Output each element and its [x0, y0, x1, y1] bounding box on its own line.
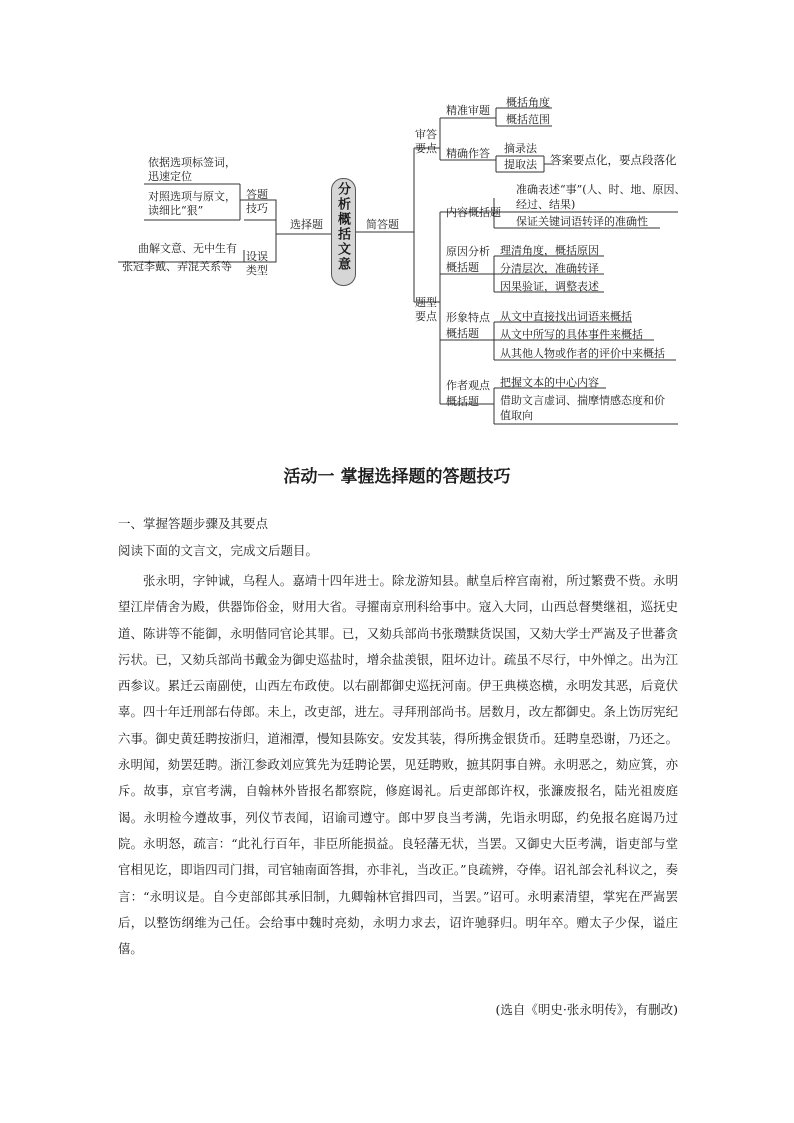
cause-label: 原因分析概括题	[446, 245, 490, 274]
precise-review-label: 精准审题	[446, 104, 490, 117]
image-label: 形象特点概括题	[446, 311, 490, 340]
author-item-3: 值取向	[500, 409, 533, 422]
author-item-2: 借助文言虚词、揣摩情感态度和价	[500, 394, 665, 407]
image-item-2: 从文中所写的具体事件来概括	[500, 328, 643, 341]
passage-text: 张永明，字钟诚，乌程人。嘉靖十四年进士。除龙游知县。献皇后梓宫南祔，所过繁费不赀。永明望江岸倩舍为殿，供器饰俗金，财用大省。寻擢南京刑科给事中。寇入大同，山西总督樊继祖，巡抚史道、陈讲等不能御，永明偕同官论其罪。已，又劾兵部尚书张瓒黩货误国，又劾大学士严嵩及子世蕃贪污状。已，又劾兵部尚书戴金为御史巡盐时，增余盐羡银，阻坏边计。疏虽不尽行，中外惮之。出为江西参议。累迁云南副使，山西左布政使。以右副都御史巡抚河南。伊王典楧恣横，永明发其恶，后竟伏辜。四十年迁刑部右侍郎。未上，改吏部，进左。寻拜刑部尚书。居数月，改左都御史。条上饬厉宪纪六事。御史黄廷聘按浙归，道湘潭，慢知县陈安。安发其装，得所携金银货币。廷聘皇恐谢，乃还之。永明闻，劾罢廷聘。浙江参政刘应箕先为廷聘论罢，见廷聘败，摭其阴事自辨。永明恶之，劾应箕，亦斥。故事，京官考满，自翰林外皆报名都察院，修庭谒礼。后吏部郎许权，张濂废报名，陆光祖废庭谒。永明检今遵故事，列仪节表闻，诏谕司遵守。郎中罗良当考满，先诣永明邸，约免报名庭谒乃过院。永明怒，疏言：“此礼行百年，非臣所能损益。良轻藩无状，当罢。又御史大臣考满，诣吏部与堂官相见讫，即诣四司门揖，司官轴南面答揖，亦非礼，当改正。”良疏辨，夺俸。诏礼部会礼科议之，奏言：“永明议是。自今吏部郎其承旧制，九卿翰林官揖四司，当罢。”诏可。永明素清望，掌宪在严嵩罢后，以整饬纲维为己任。会给事中魏时亮劾，永明力求去，诏许驰驿归。明年卒。赠太子少保，谥庄僖。	[118, 573, 678, 957]
source-citation: (选自《明史·张永明传》，有删改)	[495, 1002, 678, 1017]
skill-item-1: 依据选项标签词，	[148, 156, 236, 169]
precise-answer-item-2: 提取法	[504, 158, 537, 171]
precise-review-item-2: 概括范围	[506, 113, 550, 126]
skill-item-2: 迅速定位	[148, 170, 192, 183]
skills-label: 答题技巧	[246, 188, 268, 215]
precise-answer-label: 精确作答	[446, 147, 490, 160]
answer-points-label: 审答要点	[415, 128, 437, 155]
passage	[118, 568, 678, 962]
cause-item-1: 理清角度，概括原因	[500, 244, 599, 257]
author-label: 作者观点概括题	[446, 379, 490, 408]
skill-item-3: 对照选项与原文，	[148, 190, 236, 203]
choice-label: 选择题	[290, 218, 323, 231]
center-label: 分析概括文意	[335, 182, 350, 272]
author-item-1: 把握文本的中心内容	[500, 376, 599, 389]
image-item-1: 从文中直接找出词语来概括	[500, 310, 632, 323]
section-heading: 一、掌握答题步骤及其要点	[118, 516, 269, 531]
trap-item-2: 张冠李戴、弄混关系等	[122, 260, 232, 273]
short-answer-label: 简答题	[366, 218, 399, 231]
content-label: 内容概括题	[446, 206, 501, 219]
content-item-2: 经过、结果)	[516, 198, 576, 211]
skill-item-4: 读细比“狠”	[148, 204, 204, 217]
content-item-1: 准确表述“事”(人、时、地、原因、	[516, 183, 686, 196]
trap-item-1: 曲解文意、无中生有	[138, 242, 237, 255]
precise-answer-item-1: 摘录法	[504, 142, 537, 155]
cause-item-2: 分清层次，准确转译	[500, 262, 599, 275]
instruction: 阅读下面的文言文，完成文后题目。	[118, 543, 319, 558]
precise-review-item-1: 概括角度	[506, 96, 550, 109]
image-item-3: 从其他人物或作者的评价中来概括	[500, 347, 665, 360]
type-points-label: 题型要点	[415, 296, 437, 323]
answer-note: 答案要点化，要点段落化	[550, 153, 677, 167]
cause-item-3: 因果验证，调整表述	[500, 280, 599, 293]
traps-label: 设误类型	[246, 250, 268, 277]
activity-title: 活动一 掌握选择题的答题技巧	[283, 467, 511, 487]
content-item-3: 保证关键词语转译的准确性	[516, 215, 648, 228]
